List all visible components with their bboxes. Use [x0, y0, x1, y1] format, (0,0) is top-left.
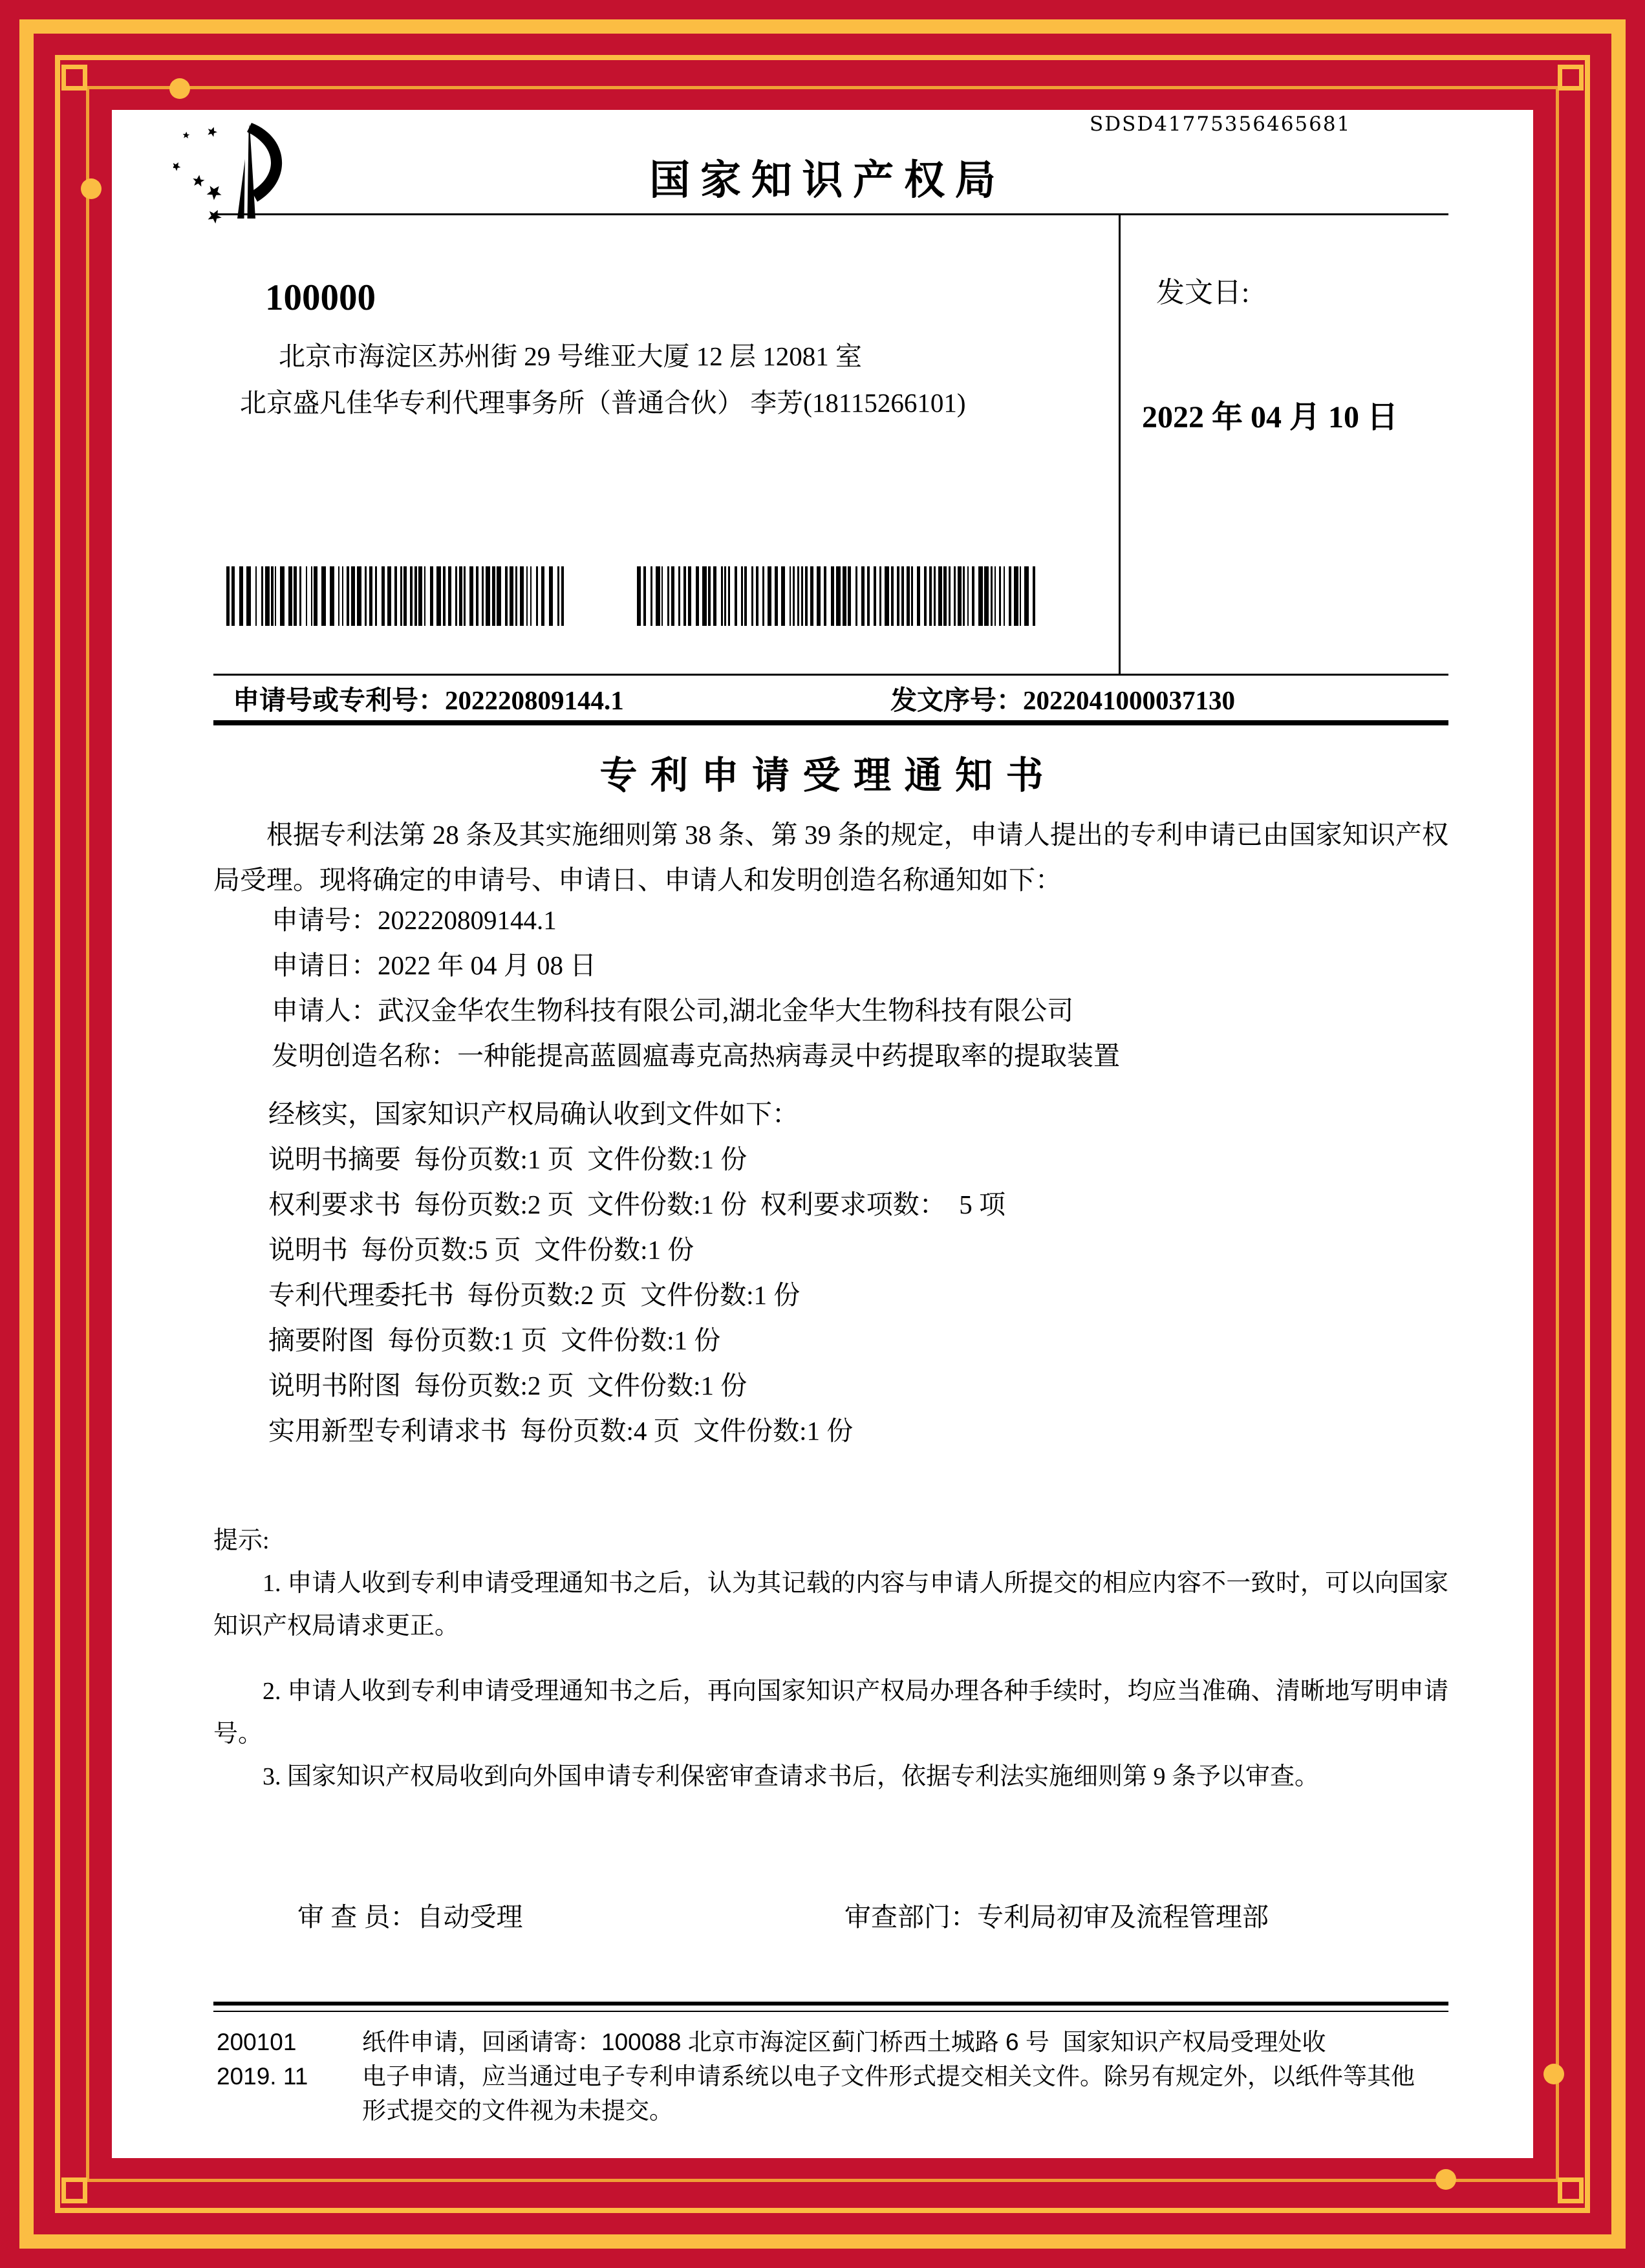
- form-code: 200101: [217, 2029, 297, 2055]
- dispatch-serial-number: 发文序号：2022041000037130: [890, 685, 1235, 715]
- tip-item-2: 2. 申请人收到专利申请受理通知书之后，再向国家知识产权局办理各种手续时，均应当准确、清晰地写明申请号。: [213, 1678, 1448, 1748]
- document-item: 摘要附图 每份页数:1 页 文件份数:1 份: [268, 1325, 721, 1355]
- notice-title: 专 利 申 请 受 理 通 知 书: [599, 754, 1046, 797]
- barcode-right: [637, 566, 1042, 626]
- document-item: 权利要求书 每份页数:2 页 文件份数:1 份 权利要求项数： 5 项: [268, 1190, 1006, 1219]
- footer-rule-thick: [213, 2002, 1448, 2006]
- document-item: 说明书摘要 每份页数:1 页 文件份数:1 份: [268, 1144, 747, 1174]
- corner-key-motif: [61, 2177, 87, 2203]
- tip-item-3: 3. 国家知识产权局收到向外国申请专利保密审查请求书后，依据专利法实施细则第 9 条予以审查。: [263, 1763, 1320, 1790]
- tips-title: 提示:: [213, 1527, 270, 1554]
- electronic-filing-note: 电子申请，应当通过电子专利申请系统以电子文件形式提交相关文件。除另有规定外，以纸件等其他形式提交的文件视为未提交。: [362, 2063, 1415, 2124]
- gold-dot-ornament: [169, 78, 190, 99]
- gold-dot-ornament: [1543, 2064, 1564, 2084]
- recipient-agency: 北京盛凡佳华专利代理事务所（普通合伙） 李芳(18115266101): [240, 388, 966, 418]
- dispatch-date-label: 发文日:: [1156, 277, 1250, 308]
- thick-rule: [213, 720, 1448, 725]
- dispatch-date-value: 2022 年 04 月 10 日: [1142, 400, 1399, 434]
- detail-applicant: 申请人：武汉金华农生物科技有限公司,湖北金华大生物科技有限公司: [272, 996, 1074, 1025]
- notice-intro: 根据专利法第 28 条及其实施细则第 38 条、第 39 条的规定，申请人提出的专利申请已由国家知识产权局受理。现将确定的申请号、申请日、申请人和发明创造名称通知如下：: [213, 820, 1448, 895]
- box-divider-rule: [1119, 213, 1121, 676]
- recipient-address: 北京市海淀区苏州街 29 号维亚大厦 12 层 12081 室: [279, 341, 862, 371]
- gold-dot-ornament: [1435, 2169, 1456, 2190]
- application-number: 申请号或专利号：202220809144.1: [233, 685, 624, 715]
- document-sheet: [112, 110, 1533, 2158]
- top-serial-number: SDSD41775356465681: [1090, 112, 1351, 136]
- tip-item-1: 1. 申请人收到专利申请受理通知书之后，认为其记载的内容与申请人所提交的相应内容不一致时，可以向国家知识产权局请求更正。: [213, 1570, 1448, 1640]
- corner-key-motif: [1558, 65, 1584, 91]
- examiner: 审 查 员：自动受理: [297, 1902, 523, 1932]
- footer-rule-thin: [213, 2011, 1448, 2012]
- corner-key-motif: [1558, 2177, 1584, 2203]
- box-top-rule: [213, 213, 1448, 215]
- tips-list: [213, 1562, 1448, 1798]
- gold-dot-ornament: [81, 178, 102, 199]
- document-item: 实用新型专利请求书 每份页数:4 页 文件份数:1 份: [268, 1416, 854, 1446]
- box-bottom-rule: [213, 674, 1448, 676]
- form-date: 2019. 11: [217, 2063, 308, 2090]
- examining-department: 审查部门：专利局初审及流程管理部: [844, 1902, 1269, 1932]
- barcode-left: [226, 566, 567, 626]
- agency-title: 国 家 知 识 产 权 局: [649, 158, 996, 203]
- detail-invention-title: 发明创造名称：一种能提高蓝圆瘟毒克高热病毒灵中药提取率的提取装置: [272, 1041, 1120, 1071]
- corner-key-motif: [61, 65, 87, 91]
- detail-application-date: 申请日：2022 年 04 月 08 日: [272, 950, 597, 980]
- received-documents-header: 经核实，国家知识产权局确认收到文件如下：: [268, 1099, 799, 1129]
- recipient-postcode: 100000: [265, 277, 376, 318]
- document-item: 说明书附图 每份页数:2 页 文件份数:1 份: [268, 1371, 747, 1400]
- detail-application-number: 申请号：202220809144.1: [272, 905, 557, 935]
- document-item: 说明书 每份页数:5 页 文件份数:1 份: [268, 1235, 694, 1265]
- paper-filing-note: 纸件申请，回函请寄：100088 北京市海淀区蓟门桥西土城路 6 号 国家知识产权局受理处收: [362, 2029, 1326, 2055]
- document-item: 专利代理委托书 每份页数:2 页 文件份数:1 份: [268, 1280, 801, 1310]
